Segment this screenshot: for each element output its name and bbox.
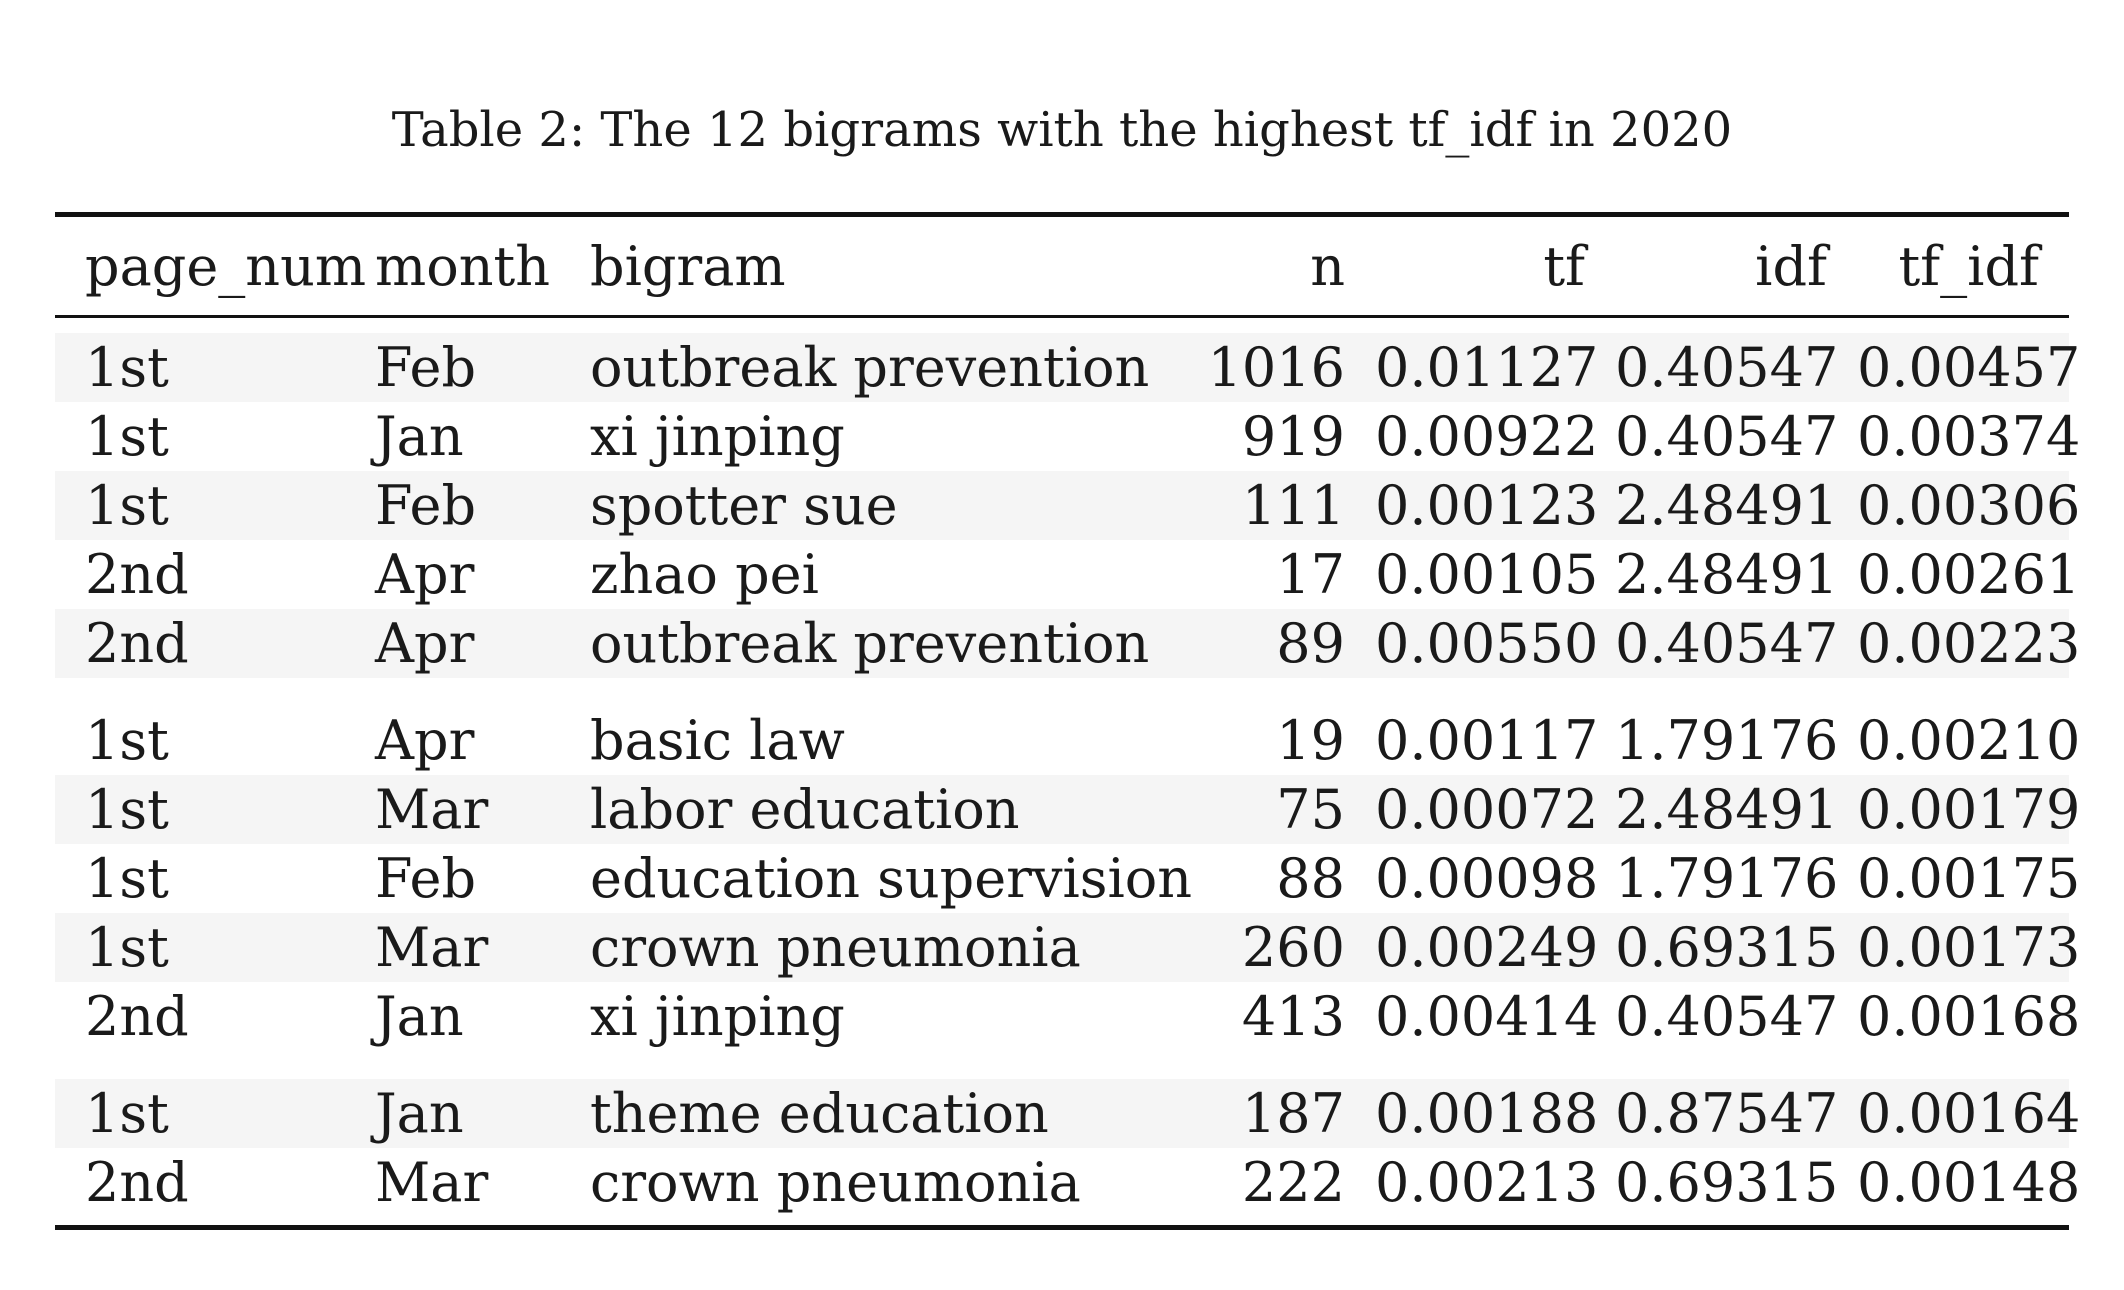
idf-cell: 0.40547	[1615, 405, 1839, 468]
n-cell: 1016	[1207, 336, 1345, 399]
idf-cell: 2.48491	[1615, 543, 1839, 606]
tf-cell: 0.00123	[1375, 474, 1599, 537]
tf-idf-cell: 0.00173	[1857, 916, 2081, 979]
n-cell: 17	[1276, 543, 1345, 606]
month-cell: Mar	[375, 778, 489, 841]
page-num-cell: 1st	[85, 1082, 169, 1145]
bigram-cell: theme education	[590, 1082, 1049, 1145]
page-num-cell: 1st	[85, 336, 169, 399]
month-cell: Apr	[375, 709, 475, 772]
table-bottom-rule	[55, 1225, 2069, 1230]
n-cell: 222	[1241, 1151, 1345, 1214]
month-cell: Apr	[375, 612, 475, 675]
bigram-cell: zhao pei	[590, 543, 819, 606]
page-num-cell: 1st	[85, 847, 169, 910]
month-cell: Feb	[375, 847, 477, 910]
tf-cell: 0.01127	[1375, 336, 1599, 399]
tf-cell: 0.00098	[1375, 847, 1599, 910]
table-row	[55, 844, 2081, 913]
page-num-cell: 1st	[85, 405, 169, 468]
bigram-cell: crown pneumonia	[590, 1151, 1081, 1214]
n-cell: 75	[1276, 778, 1345, 841]
month-cell: Feb	[375, 474, 477, 537]
table-row	[55, 471, 2081, 540]
column-header-tf-idf: tf_idf	[1898, 234, 2039, 298]
page-num-cell: 1st	[85, 474, 169, 537]
table-row	[55, 706, 2081, 775]
table-row	[55, 540, 2081, 609]
bigram-cell: crown pneumonia	[590, 916, 1081, 979]
page-num-cell: 2nd	[85, 985, 189, 1048]
month-cell: Apr	[375, 543, 475, 606]
column-header-idf: idf	[1755, 234, 1827, 298]
bigram-cell: education supervision	[590, 847, 1193, 910]
tf-idf-cell: 0.00148	[1857, 1151, 2081, 1214]
idf-cell: 0.69315	[1615, 916, 1839, 979]
bigram-cell: spotter sue	[590, 474, 898, 537]
n-cell: 89	[1276, 612, 1345, 675]
month-cell: Jan	[375, 1082, 464, 1145]
bigram-cell: xi jinping	[590, 985, 845, 1048]
tf-idf-cell: 0.00457	[1857, 336, 2081, 399]
idf-cell: 0.69315	[1615, 1151, 1839, 1214]
n-cell: 260	[1241, 916, 1345, 979]
n-cell: 413	[1241, 985, 1345, 1048]
tf-cell: 0.00188	[1375, 1082, 1599, 1145]
table-row	[55, 333, 2081, 402]
n-cell: 111	[1241, 474, 1345, 537]
column-header-n: n	[1310, 234, 1345, 298]
idf-cell: 2.48491	[1615, 778, 1839, 841]
tf-cell: 0.00072	[1375, 778, 1599, 841]
bigram-cell: outbreak prevention	[590, 612, 1150, 675]
tf-idf-cell: 0.00261	[1857, 543, 2081, 606]
tf-cell: 0.00213	[1375, 1151, 1599, 1214]
bigram-cell: basic law	[590, 709, 845, 772]
table-row	[55, 1148, 2081, 1217]
idf-cell: 0.40547	[1615, 612, 1839, 675]
idf-cell: 2.48491	[1615, 474, 1839, 537]
tf-cell: 0.00414	[1375, 985, 1599, 1048]
n-cell: 88	[1276, 847, 1345, 910]
table-row	[55, 775, 2081, 844]
tf-idf-cell: 0.00168	[1857, 985, 2081, 1048]
column-header-month: month	[375, 234, 550, 298]
page-num-cell: 1st	[85, 916, 169, 979]
table-row	[55, 609, 2081, 678]
idf-cell: 0.40547	[1615, 336, 1839, 399]
page-num-cell: 1st	[85, 778, 169, 841]
table-header-row	[55, 217, 2069, 315]
page-num-cell: 1st	[85, 709, 169, 772]
idf-cell: 1.79176	[1615, 847, 1839, 910]
month-cell: Jan	[375, 985, 464, 1048]
table-row	[55, 982, 2081, 1051]
bigram-cell: labor education	[590, 778, 1020, 841]
tf-idf-cell: 0.00374	[1857, 405, 2081, 468]
tf-cell: 0.00117	[1375, 709, 1599, 772]
tf-cell: 0.00550	[1375, 612, 1599, 675]
month-cell: Jan	[375, 405, 464, 468]
page-num-cell: 2nd	[85, 1151, 189, 1214]
tf-idf-cell: 0.00223	[1857, 612, 2081, 675]
table-row	[55, 1079, 2081, 1148]
month-cell: Mar	[375, 916, 489, 979]
n-cell: 187	[1241, 1082, 1345, 1145]
month-cell: Mar	[375, 1151, 489, 1214]
idf-cell: 0.40547	[1615, 985, 1839, 1048]
n-cell: 19	[1276, 709, 1345, 772]
tf-idf-cell: 0.00306	[1857, 474, 2081, 537]
tf-cell: 0.00922	[1375, 405, 1599, 468]
tf-idf-cell: 0.00210	[1857, 709, 2081, 772]
tf-idf-cell: 0.00175	[1857, 847, 2081, 910]
idf-cell: 0.87547	[1615, 1082, 1839, 1145]
table-row	[55, 402, 2081, 471]
tf-cell: 0.00105	[1375, 543, 1599, 606]
tf-idf-cell: 0.00179	[1857, 778, 2081, 841]
month-cell: Feb	[375, 336, 477, 399]
bigram-table	[55, 212, 2081, 1230]
idf-cell: 1.79176	[1615, 709, 1839, 772]
n-cell: 919	[1241, 405, 1345, 468]
bigram-cell: xi jinping	[590, 405, 845, 468]
page-num-cell: 2nd	[85, 543, 189, 606]
tf-cell: 0.00249	[1375, 916, 1599, 979]
bigram-cell: outbreak prevention	[590, 336, 1150, 399]
table-body	[55, 333, 2081, 1217]
tf-idf-cell: 0.00164	[1857, 1082, 2081, 1145]
page-num-cell: 2nd	[85, 612, 189, 675]
column-header-page-num: page_num	[85, 234, 367, 298]
column-header-tf: tf	[1543, 234, 1585, 298]
table-row	[55, 913, 2081, 982]
table-caption: Table 2: The 12 bigrams with the highest tf_idf in 2020	[391, 102, 1733, 158]
column-header-bigram: bigram	[590, 234, 786, 298]
